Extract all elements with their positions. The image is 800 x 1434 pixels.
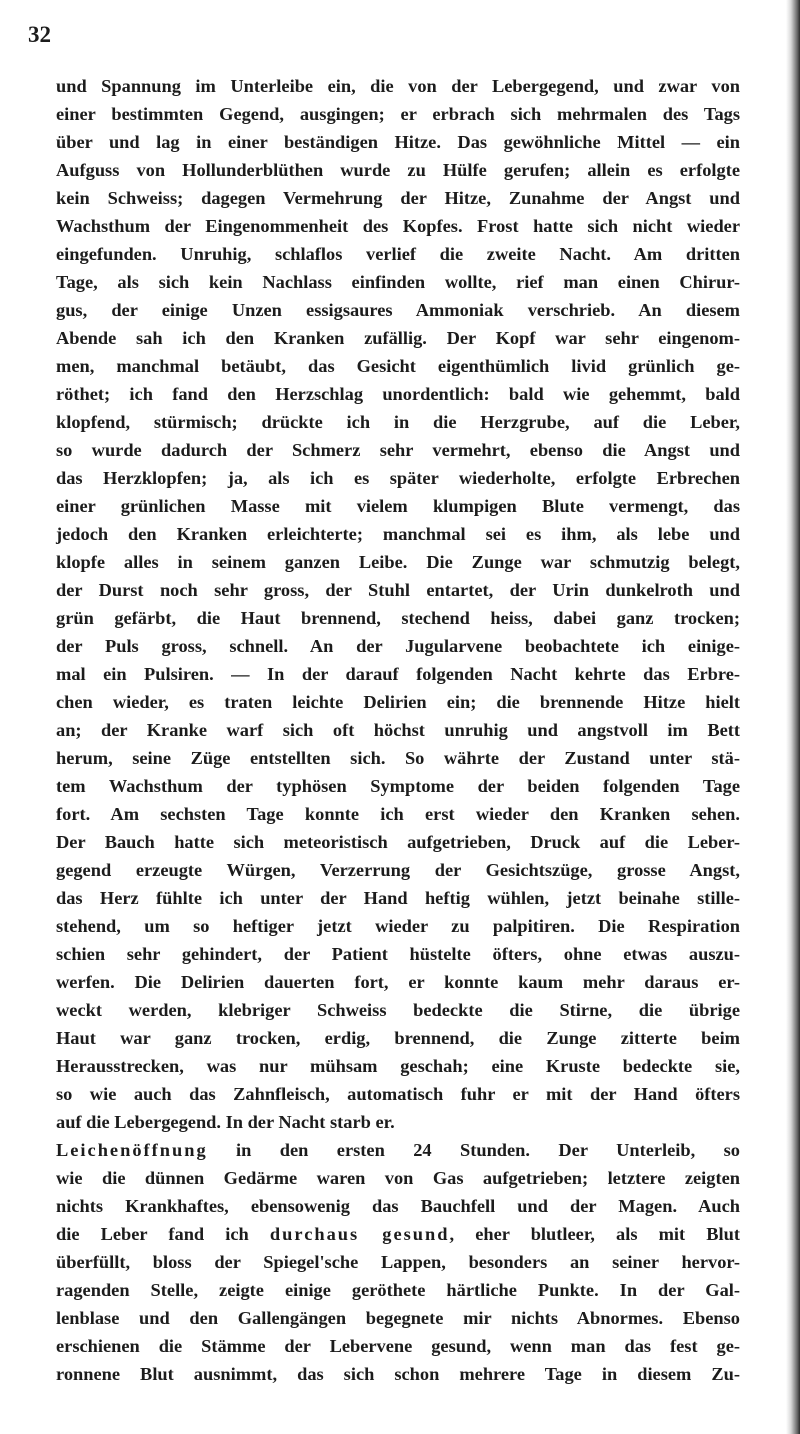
- text-line: so wurde dadurch der Schmerz sehr vermehrt, ebenso die Angst und: [56, 440, 740, 460]
- text-fragment: die Leber fand ich: [56, 1224, 270, 1244]
- page-edge-shadow: [786, 0, 800, 1434]
- text-line: werfen. Die Delirien dauerten fort, er konnte kaum mehr daraus er-: [56, 972, 740, 992]
- text-line: Tage, als sich kein Nachlass einfinden wollte, rief man einen Chirur-: [56, 272, 740, 292]
- text-line: lenblase und den Gallengängen begegnete mir nichts Abnormes. Ebenso: [56, 1308, 740, 1328]
- text-line: nichts Krankhaftes, ebensowenig das Bauchfell und der Magen. Auch: [56, 1196, 740, 1216]
- text-fragment: in den ersten 24 Stunden. Der Unterleib, so: [207, 1140, 740, 1160]
- text-line: schien sehr gehindert, der Patient hüstelte öfters, ohne etwas auszu-: [56, 944, 740, 964]
- text-line: so wie auch das Zahnfleisch, automatisch fuhr er mit der Hand öfters: [56, 1084, 740, 1104]
- text-line: herum, seine Züge entstellten sich. So währte der Zustand unter stä-: [56, 748, 740, 768]
- text-line: [56, 1220, 740, 1248]
- text-line: ronnene Blut ausnimmt, das sich schon mehrere Tage in diesem Zu-: [56, 1364, 740, 1384]
- text-line: klopfend, stürmisch; drückte ich in die Herzgrube, auf die Leber,: [56, 412, 740, 432]
- text-line: eingefunden. Unruhig, schlaflos verlief die zweite Nacht. Am dritten: [56, 244, 740, 264]
- text-line: gus, der einige Unzen essigsaures Ammoniak verschrieb. An diesem: [56, 300, 740, 320]
- text-line: über und lag in einer beständigen Hitze. Das gewöhnliche Mittel — ein: [56, 132, 740, 152]
- text-line: ragenden Stelle, zeigte einige geröthete härtliche Punkte. In der Gal-: [56, 1280, 740, 1300]
- text-line: Herausstrecken, was nur mühsam geschah; eine Kruste bedeckte sie,: [56, 1056, 740, 1076]
- text-line: Wachsthum der Eingenommenheit des Kopfes. Frost hatte sich nicht wieder: [56, 216, 740, 236]
- autopsy-paragraph: [56, 1136, 740, 1388]
- text-line: weckt werden, klebriger Schweiss bedeckte die Stirne, die übrige: [56, 1000, 740, 1020]
- text-line: tem Wachsthum der typhösen Symptome der beiden folgenden Tage: [56, 776, 740, 796]
- text-line: überfüllt, bloss der Spiegel'sche Lappen, besonders an seiner hervor-: [56, 1252, 740, 1272]
- text-line: an; der Kranke warf sich oft höchst unruhig und angstvoll im Bett: [56, 720, 740, 740]
- text-line: stehend, um so heftiger jetzt wieder zu palpitiren. Die Respiration: [56, 916, 740, 936]
- page-number: 32: [28, 22, 51, 47]
- text-line: wie die dünnen Gedärme waren von Gas aufgetrieben; letztere zeigten: [56, 1168, 740, 1188]
- text-fragment: , eher blutleer, als mit Blut: [449, 1224, 740, 1244]
- text-line: einer grünlichen Masse mit vielem klumpigen Blute vermengt, das: [56, 496, 740, 516]
- text-line: mal ein Pulsiren. — In der darauf folgenden Nacht kehrte das Erbre-: [56, 664, 740, 684]
- text-line: erschienen die Stämme der Lebervene gesund, wenn man das fest ge-: [56, 1336, 740, 1356]
- case-report-paragraph: [56, 72, 740, 1136]
- text-line: der Puls gross, schnell. An der Jugularvene beobachtete ich einige-: [56, 636, 740, 656]
- text-line: einer bestimmten Gegend, ausgingen; er erbrach sich mehrmalen des Tags: [56, 104, 740, 124]
- text-line: [56, 1136, 740, 1164]
- text-line: Der Bauch hatte sich meteoristisch aufgetrieben, Druck auf die Leber-: [56, 832, 740, 852]
- text-line: der Durst noch sehr gross, der Stuhl entartet, der Urin dunkelroth und: [56, 580, 740, 600]
- text-line: klopfe alles in seinem ganzen Leibe. Die Zunge war schmutzig belegt,: [56, 552, 740, 572]
- text-line: auf die Lebergegend. In der Nacht starb er.: [56, 1112, 395, 1132]
- text-line: kein Schweiss; dagegen Vermehrung der Hitze, Zunahme der Angst und: [56, 188, 740, 208]
- text-line: chen wieder, es traten leichte Delirien ein; die brennende Hitze hielt: [56, 692, 740, 712]
- text-line: fort. Am sechsten Tage konnte ich erst wieder den Kranken sehen.: [56, 804, 740, 824]
- text-line: grün gefärbt, die Haut brennend, stechend heiss, dabei ganz trocken;: [56, 608, 740, 628]
- text-line: und Spannung im Unterleibe ein, die von der Lebergegend, und zwar von: [56, 76, 740, 96]
- section-lead-autopsy: Leichenöffnung: [56, 1140, 208, 1160]
- text-line: jedoch den Kranken erleichterte; manchmal sei es ihm, als lebe und: [56, 524, 740, 544]
- text-line: Haut war ganz trocken, erdig, brennend, die Zunge zitterte beim: [56, 1028, 740, 1048]
- text-line: Abende sah ich den Kranken zufällig. Der Kopf war sehr eingenom-: [56, 328, 740, 348]
- text-line: röthet; ich fand den Herzschlag unordentlich: bald wie gehemmt, bald: [56, 384, 740, 404]
- text-line: men, manchmal betäubt, das Gesicht eigenthümlich livid grünlich ge-: [56, 356, 740, 376]
- text-line: das Herz fühlte ich unter der Hand heftig wühlen, jetzt beinahe stille-: [56, 888, 740, 908]
- text-line: gegend erzeugte Würgen, Verzerrung der Gesichtszüge, grosse Angst,: [56, 860, 740, 880]
- text-line: Aufguss von Hollunderblüthen wurde zu Hülfe gerufen; allein es erfolgte: [56, 160, 740, 180]
- emphasized-phrase: durchaus gesund: [269, 1224, 450, 1244]
- text-line: das Herzklopfen; ja, als ich es später wiederholte, erfolgte Erbrechen: [56, 468, 740, 488]
- body-text: [56, 72, 740, 1388]
